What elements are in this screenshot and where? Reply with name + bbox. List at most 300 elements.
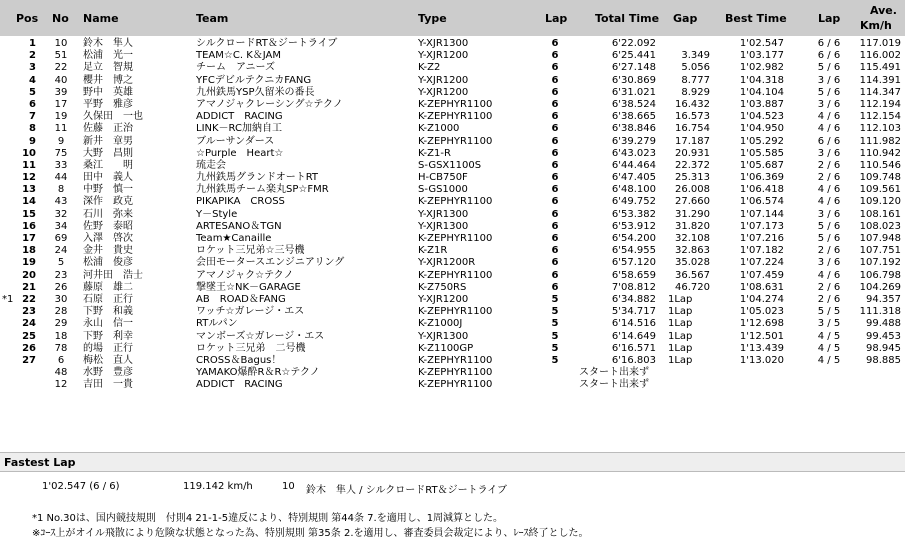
table-row (0, 99, 905, 111)
row-total-time: 6'44.464 (611, 159, 656, 171)
row-lap: 5 (551, 342, 559, 354)
row-total-time: 6'48.100 (611, 184, 656, 196)
row-no: 10 (54, 38, 68, 49)
header-gap: Gap (673, 12, 698, 25)
row-type: K-ZEPHYR1100 (418, 196, 493, 208)
table-row (0, 172, 905, 184)
row-no: 23 (54, 269, 68, 281)
row-type: K-Z1R (418, 245, 448, 257)
row-best-lap: 4 / 6 (817, 123, 841, 135)
row-team: 九州鉄馬グランドオートRT (196, 172, 319, 184)
fastest-lap-time: 1'02.547 (6 / 6) (42, 481, 120, 492)
row-best-lap: 6 / 6 (817, 50, 841, 62)
row-lap: 6 (551, 111, 559, 123)
row-gap: 16.573 (675, 111, 710, 123)
row-name: 松浦 俊彦 (83, 257, 133, 269)
row-no: 34 (54, 220, 68, 232)
row-type: Y-XJR1200 (418, 74, 469, 86)
row-pos: 25 (22, 330, 36, 342)
row-total-time: 6'25.441 (611, 50, 656, 62)
row-best-lap: 6 / 6 (817, 135, 841, 147)
table-row (0, 233, 905, 245)
row-gap: 22.372 (675, 159, 710, 171)
row-total-time: 6'22.092 (611, 38, 656, 49)
row-best-time: 1'02.547 (739, 38, 784, 49)
fastest-lap-no: 10 (282, 481, 295, 492)
table-row (0, 367, 905, 379)
row-type: S-GSX1100S (418, 159, 482, 171)
row-no: 51 (54, 50, 68, 62)
row-name: 石川 弥来 (83, 208, 133, 220)
row-lap: 6 (551, 172, 559, 184)
row-lap: 6 (551, 123, 559, 135)
row-gap: 16.432 (675, 98, 710, 110)
row-type: K-ZEPHYR1100 (418, 354, 493, 366)
row-pos: 13 (22, 184, 36, 196)
table-row (0, 87, 905, 99)
row-team: ☆Purple Heart☆ (196, 147, 284, 159)
row-total-time: 5'34.717 (611, 306, 656, 318)
row-name: 佐藤 正治 (83, 123, 133, 135)
row-gap: 8.777 (681, 74, 710, 86)
row-no: 30 (54, 293, 68, 305)
row-gap: 20.931 (675, 147, 710, 159)
row-pos: 4 (29, 74, 36, 86)
row-pos: 21 (22, 281, 36, 293)
row-best-lap: 5 / 5 (817, 306, 841, 318)
row-type: K-Z2 (418, 62, 441, 74)
row-lap: 5 (551, 354, 559, 366)
row-best-lap: 3 / 6 (817, 74, 841, 86)
row-team: PIKAPIKA CROSS (196, 196, 285, 208)
row-total-time: 6'16.803 (611, 354, 656, 366)
row-best-lap: 3 / 6 (817, 98, 841, 110)
row-name: 下野 利幸 (83, 330, 133, 342)
row-name: 金井 貴史 (83, 245, 133, 257)
row-type: Y-XJR1300 (418, 220, 469, 232)
row-type: K-ZEPHYR1100 (418, 233, 493, 244)
row-best-lap: 2 / 6 (817, 159, 841, 171)
row-gap: 3.349 (681, 50, 710, 62)
row-no: 78 (54, 342, 68, 354)
row-ave-speed: 111.982 (859, 135, 901, 147)
row-best-lap: 4 / 5 (817, 342, 841, 354)
header-name: Name (83, 12, 119, 25)
row-name: 永山 信一 (83, 318, 133, 330)
row-pos: 3 (29, 62, 36, 74)
table-row (0, 50, 905, 62)
row-no: 43 (54, 196, 68, 208)
row-type: S-GS1000 (418, 184, 468, 196)
row-lap: 6 (551, 74, 559, 86)
table-row (0, 245, 905, 257)
row-type: K-ZEPHYR1100 (418, 367, 493, 379)
row-type: K-ZEPHYR1100 (418, 135, 493, 147)
row-best-time: 1'03.887 (739, 98, 784, 110)
table-row (0, 331, 905, 343)
row-pos: 5 (29, 86, 36, 98)
row-best-time: 1'08.631 (739, 281, 784, 293)
row-name: 藤原 雄二 (83, 281, 133, 293)
row-lap: 6 (551, 196, 559, 208)
row-ave-speed: 99.488 (866, 318, 901, 330)
row-ave-speed: 108.023 (859, 220, 901, 232)
row-gap: 1Lap (668, 306, 693, 318)
row-best-lap: 4 / 6 (817, 196, 841, 208)
row-pos: 9 (29, 135, 36, 147)
row-gap: 35.028 (675, 257, 710, 269)
row-no: 5 (57, 257, 65, 269)
row-team: 会田モータースエンジニアリング (196, 257, 345, 269)
table-row (0, 355, 905, 367)
row-pos: 6 (29, 98, 36, 110)
row-ave-speed: 107.192 (859, 257, 901, 269)
row-gap: 5.056 (681, 62, 710, 74)
row-gap: 16.754 (675, 123, 710, 135)
row-gap: 32.863 (675, 245, 710, 257)
row-type: Y-XJR1300 (418, 330, 469, 342)
row-no: 40 (54, 74, 68, 86)
row-name: 河井田 浩士 (83, 269, 143, 281)
row-team: Team★Canaille (196, 233, 272, 244)
row-team: ワッチ☆ガレージ・エス (196, 306, 305, 318)
row-team: YFCデビルテクニカFANG (196, 74, 312, 86)
row-pos: 27 (22, 354, 36, 366)
row-best-lap: 3 / 6 (817, 208, 841, 220)
row-name: 吉田 一貴 (83, 379, 133, 391)
row-total-time: 6'53.912 (611, 220, 656, 232)
row-ave-speed: 98.945 (866, 342, 901, 354)
row-best-time: 1'06.369 (739, 172, 784, 184)
row-total-time: 6'30.869 (611, 74, 656, 86)
row-best-time: 1'07.144 (739, 208, 784, 220)
row-pos: 10 (22, 147, 36, 159)
row-no: 29 (54, 318, 68, 330)
table-row (0, 257, 905, 269)
row-name: 下野 和義 (83, 306, 133, 318)
header-kmh: Km/h (860, 19, 892, 32)
row-pos: 14 (22, 196, 36, 208)
row-best-lap: 2 / 6 (817, 281, 841, 293)
row-type: H-CB750F (418, 172, 468, 184)
row-ave-speed: 112.154 (859, 111, 901, 123)
row-team: チーム アニーズ (196, 62, 275, 74)
row-team: Y－Style (196, 208, 238, 220)
row-best-lap: 2 / 6 (817, 172, 841, 184)
table-row (0, 196, 905, 208)
row-pos: 16 (22, 220, 36, 232)
row-best-lap: 3 / 6 (817, 147, 841, 159)
table-row (0, 294, 905, 306)
row-best-time: 1'02.982 (739, 62, 784, 74)
row-best-time: 1'13.439 (739, 342, 784, 354)
row-best-lap: 4 / 6 (817, 269, 841, 281)
row-type: K-Z1000 (418, 123, 460, 135)
table-row (0, 111, 905, 123)
table-row (0, 209, 905, 221)
row-pos: 24 (22, 318, 36, 330)
row-gap: 1Lap (668, 342, 693, 354)
row-best-time: 1'04.104 (739, 86, 784, 98)
row-lap: 5 (551, 293, 559, 305)
table-row (0, 123, 905, 135)
row-lap: 5 (551, 318, 559, 330)
row-lap: 5 (551, 306, 559, 318)
row-no: 33 (54, 159, 68, 171)
row-name: 深作 政克 (83, 196, 133, 208)
row-best-time: 1'06.418 (739, 184, 784, 196)
table-row (0, 136, 905, 148)
row-pos: 22 (22, 293, 36, 305)
row-total-time: 6'38.665 (611, 111, 656, 123)
row-type: Y-XJR1300 (418, 208, 469, 220)
row-gap: 1Lap (668, 293, 693, 305)
row-no: 44 (54, 172, 68, 184)
header-team: Team (196, 12, 229, 25)
row-total-time: 6'34.882 (611, 293, 656, 305)
row-best-time: 1'07.173 (739, 220, 784, 232)
row-team: ロケット三兄弟 二号機 (196, 342, 306, 354)
row-lap: 6 (551, 245, 559, 257)
row-lap: 6 (551, 159, 559, 171)
row-no: 22 (54, 62, 68, 74)
row-pos: 18 (22, 245, 36, 257)
row-best-time: 1'07.216 (739, 233, 784, 244)
row-best-time: 1'06.574 (739, 196, 784, 208)
row-ave-speed: 116.002 (859, 50, 901, 62)
row-no: 8 (57, 184, 65, 196)
row-lap: 5 (551, 330, 559, 342)
row-best-lap: 3 / 6 (817, 257, 841, 269)
row-total-time: 6'53.382 (611, 208, 656, 220)
row-name: 桑江 明 (83, 159, 133, 171)
row-pos: 23 (22, 306, 36, 318)
row-type: K-ZEPHYR1100 (418, 111, 493, 123)
row-pos: 8 (29, 123, 36, 135)
row-ave-speed: 94.357 (866, 293, 901, 305)
row-type: K-Z750RS (418, 281, 467, 293)
row-best-lap: 5 / 6 (817, 86, 841, 98)
row-best-time: 1'07.459 (739, 269, 784, 281)
table-row (0, 343, 905, 355)
row-team: 九州鉄馬YSP久留米の番長 (196, 86, 315, 98)
row-gap: 25.313 (675, 172, 710, 184)
row-type: K-ZEPHYR1100 (418, 98, 493, 110)
row-no: 24 (54, 245, 68, 257)
row-lap: 6 (551, 208, 559, 220)
row-gap: 8.929 (681, 86, 710, 98)
table-row (0, 306, 905, 318)
row-best-lap: 4 / 5 (817, 330, 841, 342)
row-total-time: 7'08.812 (611, 281, 656, 293)
table-row (0, 184, 905, 196)
row-type: Y-XJR1200 (418, 293, 469, 305)
row-name: 野中 英雄 (83, 86, 133, 98)
row-total-time: 6'49.752 (611, 196, 656, 208)
row-ave-speed: 114.347 (859, 86, 901, 98)
row-name: 松浦 光一 (83, 50, 133, 62)
row-ave-speed: 110.546 (859, 159, 901, 171)
row-total-time: 6'38.524 (611, 98, 656, 110)
fastest-lap-rider: 鈴木 隼人 / シルクロードRT＆ジートライブ (306, 485, 508, 496)
row-ave-speed: 114.391 (859, 74, 901, 86)
row-pos: 15 (22, 208, 36, 220)
row-best-lap: 5 / 6 (817, 62, 841, 74)
row-gap: 27.660 (675, 196, 710, 208)
row-pos: 20 (22, 269, 36, 281)
row-ave-speed: 115.491 (859, 62, 901, 74)
row-team: AB ROAD＆FANG (196, 293, 286, 305)
table-row (0, 38, 905, 50)
row-team: 撃墜王☆NK－GARAGE (196, 281, 301, 293)
row-ave-speed: 98.885 (866, 354, 901, 366)
row-ave-speed: 99.453 (866, 330, 901, 342)
header-lap: Lap (545, 12, 568, 25)
row-name: 櫻井 博之 (83, 74, 133, 86)
row-best-lap: 5 / 6 (817, 220, 841, 232)
row-type: K-ZEPHYR1100 (418, 269, 493, 281)
row-type: K-Z1100GP (418, 342, 474, 354)
row-total-time: 6'14.516 (611, 318, 656, 330)
row-team: ロケット三兄弟☆三号機 (196, 245, 305, 257)
row-ave-speed: 109.120 (859, 196, 901, 208)
row-type: K-ZEPHYR1100 (418, 306, 493, 318)
row-total-time: 6'58.659 (611, 269, 656, 281)
row-ave-speed: 104.269 (859, 281, 901, 293)
row-ave-speed: 117.019 (859, 38, 901, 49)
row-name: 梅松 直人 (83, 354, 133, 366)
row-total-time: 6'14.649 (611, 330, 656, 342)
row-total-time: 6'54.200 (611, 233, 656, 244)
row-no: 9 (57, 135, 65, 147)
row-best-time: 1'04.950 (739, 123, 784, 135)
row-pos: 17 (22, 233, 36, 244)
row-no: 32 (54, 208, 68, 220)
row-no: 75 (54, 147, 68, 159)
row-no: 6 (57, 354, 65, 366)
row-best-lap: 4 / 5 (817, 354, 841, 366)
table-row (0, 270, 905, 282)
row-team: アマノジャク☆テクノ (196, 269, 294, 281)
header-type: Type (418, 12, 447, 25)
row-best-lap: 5 / 6 (817, 233, 841, 244)
row-best-time: 1'04.274 (739, 293, 784, 305)
row-total-time: 6'54.955 (611, 245, 656, 257)
fastest-lap-bar (0, 452, 905, 472)
row-lap: 6 (551, 281, 559, 293)
row-team: LINK－RC加納自工 (196, 123, 282, 135)
row-type: K-Z1000J (418, 318, 463, 330)
row-lap: 6 (551, 269, 559, 281)
row-pos: 19 (22, 257, 36, 269)
row-type: Y-XJR1300 (418, 38, 469, 49)
row-name: 水野 豊彦 (83, 367, 133, 379)
row-no: 39 (54, 86, 68, 98)
row-best-time: 1'04.523 (739, 111, 784, 123)
row-team: CROSS＆Bagus！ (196, 354, 282, 366)
note-2: ※ｺｰｽ上がオイル飛散により危険な状態となった為、特別規則 第35条 2.を適用し、審査委員会裁定により、ﾚｰｽ終了とした。 (32, 528, 589, 539)
row-name: 大野 昌則 (83, 147, 133, 159)
table-row (0, 148, 905, 160)
row-best-time: 1'12.501 (739, 330, 784, 342)
row-total-time: 6'39.279 (611, 135, 656, 147)
table-row (0, 160, 905, 172)
row-gap: 32.108 (675, 233, 710, 244)
row-best-lap: 4 / 6 (817, 184, 841, 196)
row-best-time: 1'05.292 (739, 135, 784, 147)
row-best-time: 1'05.687 (739, 159, 784, 171)
results-table (0, 38, 905, 391)
table-row (0, 221, 905, 233)
fastest-lap-speed: 119.142 km/h (183, 481, 253, 492)
row-gap: 17.187 (675, 135, 710, 147)
row-total-time: 6'38.846 (611, 123, 656, 135)
row-team: ADDICT RACING (196, 379, 283, 391)
row-gap: 1Lap (668, 318, 693, 330)
row-type: Y-XJR1200 (418, 86, 469, 98)
table-row (0, 75, 905, 87)
row-lap: 6 (551, 135, 559, 147)
row-name: 新井 章男 (83, 135, 133, 147)
row-pos: 11 (22, 159, 36, 171)
row-best-time: 1'12.698 (739, 318, 784, 330)
row-lap: 6 (551, 38, 559, 49)
row-best-time: 1'07.182 (739, 245, 784, 257)
row-lap: 6 (551, 98, 559, 110)
table-row (0, 318, 905, 330)
header-pos: Pos (16, 12, 39, 25)
row-best-lap: 3 / 5 (817, 318, 841, 330)
header-no: No (52, 12, 69, 25)
row-total-time: 6'43.023 (611, 147, 656, 159)
row-team: ADDICT RACING (196, 111, 283, 123)
row-total-time: 6'47.405 (611, 172, 656, 184)
row-no: 48 (54, 367, 68, 379)
row-total-time: 6'27.148 (611, 62, 656, 74)
row-total-time: 6'16.571 (611, 342, 656, 354)
row-name: 中野 慎一 (83, 184, 133, 196)
row-pos: 2 (29, 50, 36, 62)
row-lap: 6 (551, 147, 559, 159)
row-note: *1 (2, 293, 14, 305)
row-pos: 7 (29, 111, 36, 123)
note-1: *1 No.30は、国内競技規則 付則4 21-1-5違反により、特別規則 第44条 7.を適用し、1周減算とした。 (32, 513, 504, 524)
row-pos: 12 (22, 172, 36, 184)
row-best-lap: 6 / 6 (817, 38, 841, 49)
row-name: 田中 義人 (83, 172, 133, 184)
table-row (0, 282, 905, 294)
row-ave-speed: 107.751 (859, 245, 901, 257)
row-lap: 6 (551, 86, 559, 98)
row-team: アマノジャクレーシング☆テクノ (196, 98, 343, 110)
row-ave-speed: 109.561 (859, 184, 901, 196)
row-name: 入澤 啓次 (83, 233, 133, 244)
row-name: 石原 正行 (83, 293, 133, 305)
row-team: 九州鉄馬チーム楽丸SP☆FMR (196, 184, 329, 196)
row-ave-speed: 111.318 (859, 306, 901, 318)
row-lap: 6 (551, 184, 559, 196)
row-team: 琉走会 (196, 159, 226, 171)
row-no: 26 (54, 281, 68, 293)
row-team: ARTESANO＆TGN (196, 220, 282, 232)
fastest-lap-title: Fastest Lap (4, 456, 76, 469)
row-gap: 1Lap (668, 330, 693, 342)
row-ave-speed: 108.161 (859, 208, 901, 220)
row-name: 的場 正行 (83, 342, 133, 354)
row-ave-speed: 112.103 (859, 123, 901, 135)
row-best-lap: 4 / 6 (817, 111, 841, 123)
row-name: 平野 雅彦 (83, 98, 133, 110)
